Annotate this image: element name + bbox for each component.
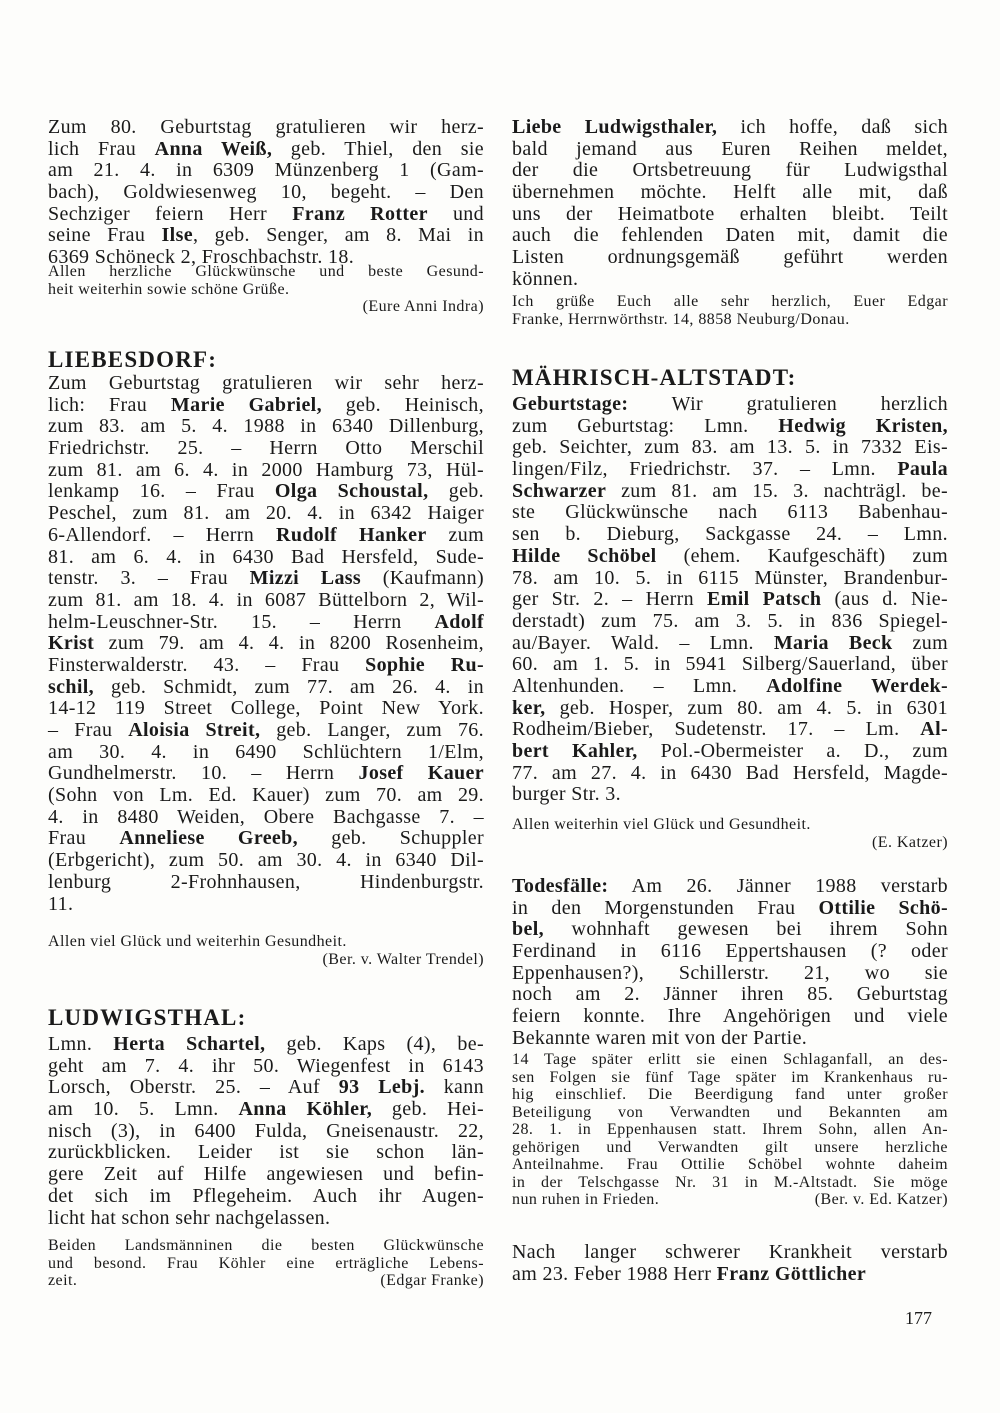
text-run: Lorsch, Oberstr. 25. – Auf: [48, 1076, 339, 1099]
page-number: 177: [905, 1308, 932, 1328]
text-line: 11.: [48, 892, 74, 915]
bold-name: Hedwig Kristen,: [778, 414, 948, 437]
text-line: noch am 2. Jänner ihren 85. Geburtstag: [512, 983, 948, 1006]
liebesdorf-closing-note: [48, 933, 484, 968]
text-run: wohnhaft gewesen bei ihrem Sohn: [543, 918, 948, 941]
ludwigsthal-appeal-paragraph: [512, 117, 948, 291]
text-line: Eppenhausen?), Schillerstr. 21, wo sie: [512, 961, 948, 984]
bold-name: schil,: [48, 675, 94, 698]
text-run: und: [427, 202, 485, 225]
text-line: [48, 677, 484, 699]
text-run: Altenhunden. – Lmn.: [512, 674, 767, 697]
text-run: 6-Allendorf. – Herrn: [48, 523, 277, 546]
text-line: am 21. 4. in 6309 Münzenberg 1 (Gam-: [48, 159, 484, 182]
text-line: feiern konnte. Ihre Angehörigen und viele: [512, 1005, 948, 1028]
bold-name: Hilde Schöbel: [512, 544, 657, 567]
text-run: lingen/Filz, Friedrichstr. 37. – Lmn.: [512, 458, 898, 481]
text-run: geb. Heinisch,: [321, 393, 484, 416]
text-line: Zum 80. Geburtstag gratulieren wir herz-: [48, 116, 484, 138]
text-run: geb. Hei-: [372, 1098, 484, 1121]
altstadt-closing-note: [512, 816, 948, 851]
text-line: der die Ortsbetreuung für Ludwigsthal: [512, 159, 948, 182]
text-line: [512, 898, 948, 920]
text-run: Pol.-Obermeister a. D., zum: [637, 740, 948, 762]
text-line: auch die fehlenden Daten mit, damit die: [512, 224, 948, 247]
bold-name: Herta Schartel,: [113, 1033, 266, 1055]
text-line: Bekannte waren mit von der Partie.: [512, 1026, 808, 1049]
text-run: geb. Kaps (4), be-: [265, 1033, 484, 1055]
text-line: nisch (3), in 6400 Fulda, Gneisenaustr. 22,: [48, 1119, 484, 1142]
section-heading-liebesdorf: LIEBESDORF:: [48, 347, 218, 372]
text-run: helm-Leuschner-Str. 15. – Herrn: [48, 610, 435, 633]
text-line: [512, 741, 948, 763]
text-run: ich hoffe, daß sich: [717, 116, 948, 138]
text-line: [48, 204, 484, 226]
text-line: [512, 919, 948, 941]
text-line: [48, 568, 484, 590]
text-line: 4. in 8480 Weiden, Obere Bachgasse 7. –: [48, 805, 484, 828]
text-line: [512, 589, 948, 611]
text-run: – Frau: [48, 719, 129, 741]
ludwigsthal-birthdays-paragraph: [48, 1034, 484, 1229]
text-line: [512, 719, 948, 741]
text-run: tenstr. 3. – Frau: [48, 567, 250, 590]
text-run: in den Morgenstunden Frau: [512, 896, 819, 919]
text-line: lenburg 2-Frohnhausen, Hindenburgstr.: [48, 870, 484, 893]
text-line: [48, 481, 484, 503]
author-signature: (Ber. v. Ed. Katzer): [814, 1191, 948, 1208]
text-line: gere Zeit auf Hilfe angewiesen und befin-: [48, 1163, 484, 1186]
text-run: zum Geburtstag: Lmn.: [512, 414, 779, 437]
text-line: [512, 459, 948, 481]
text-run: seine Frau: [48, 224, 162, 247]
text-run: Am 26. Jänner 1988 verstarb: [608, 875, 948, 897]
text-run: geb. Thiel, den sie: [272, 137, 484, 160]
text-run: am 10. 5. Lmn.: [48, 1098, 239, 1121]
bold-name: Aloisia Streit,: [128, 719, 261, 741]
text-line: bach), Goldwiesenweg 10, begeht. – Den: [48, 181, 484, 204]
text-run: zeit.: [48, 1272, 78, 1289]
bold-name: Olga Schoustal,: [274, 480, 429, 503]
text-line: geht am 7. 4. ihr 50. Wiegenfest in 6143: [48, 1054, 484, 1077]
text-line: Ferdinand in 6116 Eppertshausen (? oder: [512, 940, 948, 963]
text-run: geb. Schuppler: [297, 827, 484, 850]
appeal-signoff-note: [512, 293, 948, 328]
text-line: [512, 546, 948, 568]
text-run: Sechziger feiern Herr: [48, 202, 293, 225]
text-line: 77. am 27. 4. in 6430 Bad Hersfeld, Magde-: [512, 761, 948, 784]
text-line: zum 83. am 5. 4. 1988 in 6340 Dillenburg,: [48, 415, 484, 438]
text-run: Finsterwalderstr. 43. – Frau: [48, 653, 366, 676]
text-line: [48, 612, 484, 634]
author-signature: (Eure Anni Indra): [362, 298, 484, 315]
text-run: (aus d. Nie-: [821, 588, 948, 611]
text-line: und besond. Frau Köhler eine erträgliche Lebens-: [48, 1254, 484, 1272]
bold-name: Schwarzer: [512, 479, 607, 502]
text-line: 78. am 10. 5. in 6115 Münster, Brandenbur-: [512, 566, 948, 589]
bold-name: Adolfine Werdek-: [766, 674, 949, 697]
text-line: [512, 876, 948, 898]
bold-name: ker,: [512, 696, 546, 719]
text-line: in der Telschgasse Nr. 31 in M.-Altstadt. Sie möge: [512, 1173, 948, 1191]
text-line-with-signature: [512, 1191, 948, 1209]
text-line: Ich grüße Euch alle sehr herzlich, Euer Edgar: [512, 293, 948, 310]
text-line: [512, 1264, 948, 1286]
text-line: sen b. Dieburg, Sackgasse 24. – Lmn.: [512, 523, 948, 546]
bold-name: Emil Patsch: [707, 588, 822, 611]
bold-name: Krist: [48, 632, 95, 655]
text-line: 81. am 6. 4. in 6430 Bad Hersfeld, Sude-: [48, 545, 484, 568]
text-line: [48, 633, 484, 655]
text-line: (Sohn von Lm. Ed. Kauer) zum 70. am 29.: [48, 784, 484, 807]
bold-name: Maria Beck: [773, 631, 893, 654]
text-line: Nach langer schwerer Krankheit verstarb: [512, 1241, 948, 1263]
text-line: gehörigen und Verwandten gilt unsere herzliche: [512, 1138, 948, 1156]
bold-name: Adolf: [434, 610, 484, 633]
bold-name: Marie Gabriel,: [170, 393, 322, 416]
text-line: [48, 525, 484, 547]
text-run: zum: [892, 631, 948, 654]
text-line: heit weiterhin sowie schöne Grüße.: [48, 280, 290, 298]
text-line: [512, 481, 948, 503]
text-line: [512, 676, 948, 698]
section-heading-ludwigsthal: LUDWIGSTHAL:: [48, 1005, 247, 1030]
text-run: (Kaufmann): [361, 567, 484, 590]
greeting-closing-note: [48, 263, 484, 316]
text-line: geb. Seichter, zum 83. am 13. 5. in 7332 Eis-: [512, 436, 948, 459]
author-signature: (Edgar Franke): [380, 1272, 484, 1289]
bold-name: 93 Lebj.: [338, 1076, 425, 1099]
text-line: Peschel, zum 81. am 20. 4. in 6342 Haiger: [48, 502, 484, 525]
bold-name: Anna Weiß,: [154, 137, 273, 160]
liebesdorf-birthdays-paragraph: [48, 373, 484, 915]
text-line: Beiden Landsmänninen die besten Glückwünsche: [48, 1237, 484, 1254]
text-line: [512, 394, 948, 416]
text-line: Listen ordnungsgemäß geführt werden: [512, 246, 948, 269]
text-run: ger Str. 2. – Herrn: [512, 588, 708, 611]
bold-name: Josef Kauer: [358, 762, 484, 785]
text-line: derstadt) zum 75. am 3. 5. in 836 Spiegel-: [512, 609, 948, 632]
text-line: [48, 1034, 484, 1056]
deaths-detail-note: [512, 1051, 948, 1209]
bold-name: Mizzi Lass: [249, 567, 362, 590]
text-line: licht hat schon sehr nachgelassen.: [48, 1206, 331, 1229]
text-run: zum 81. am 15. 3. nachträgl. be-: [606, 479, 948, 502]
bold-name: Geburtstage:: [512, 393, 629, 415]
text-run: zum 79. am 4. 4. in 8200 Rosenheim,: [94, 632, 484, 655]
text-line: [512, 698, 948, 720]
text-line: hig einschlief. Die Beerdigung fand unter großer: [512, 1086, 948, 1103]
obituary-paragraph: [512, 1242, 948, 1285]
bold-name: Franz Rotter: [292, 202, 428, 225]
text-run: lenkamp 16. – Frau: [48, 480, 275, 503]
text-line: sen Folgen sie fünf Tage später im Krankenhaus ru-: [512, 1068, 948, 1086]
text-line: Allen herzliche Glückwünsche und beste Gesund-: [48, 263, 484, 280]
text-line: [48, 395, 484, 417]
bold-name: Al-: [920, 718, 948, 741]
text-line: [48, 1077, 484, 1099]
text-run: , geb. Senger, am 8. Mai in: [192, 224, 484, 247]
bold-name: Ilse: [161, 224, 193, 247]
text-line: Beteiligung von Verwandten und Bekannten am: [512, 1103, 948, 1121]
text-line-with-signature: [48, 1272, 484, 1290]
text-line: (Erbgericht), zum 50. am 30. 4. in 6340 Dil-: [48, 849, 484, 872]
bold-name: bert Kahler,: [512, 740, 638, 762]
bold-name: bel,: [512, 918, 544, 941]
text-run: zum: [426, 523, 484, 546]
text-line: am 30. 4. in 6490 Schlüchtern 1/Elm,: [48, 740, 484, 763]
text-line: [48, 828, 484, 850]
text-line: Franke, Herrnwörthstr. 14, 8858 Neuburg/Donau.: [512, 310, 850, 328]
text-run: Lmn.: [48, 1033, 114, 1055]
text-run: (ehem. Kaufgeschäft) zum: [656, 544, 948, 567]
text-line: [48, 225, 484, 247]
bold-name: Anneliese Greeb,: [119, 827, 298, 850]
bold-name: Rudolf Hanker: [276, 523, 427, 546]
text-line: 60. am 1. 5. in 5941 Silberg/Sauerland, über: [512, 653, 948, 676]
text-line: burger Str. 3.: [512, 783, 621, 806]
text-run: Wir gratulieren herzlich: [628, 393, 948, 415]
text-line: können.: [512, 267, 579, 290]
text-line: zurückblicken. Leider ist sie schon län-: [48, 1141, 484, 1164]
text-line: 6369 Schöneck 2, Froschbachstr. 18.: [48, 246, 355, 269]
text-line: zum 81. am 6. 4. in 2000 Hamburg 73, Hül-: [48, 458, 484, 481]
text-run: geb.: [428, 480, 484, 503]
text-line: Friedrichstr. 25. – Herrn Otto Merschil: [48, 437, 484, 460]
text-line: Allen viel Glück und weiterhin Gesundheit.: [48, 933, 347, 950]
text-line: Anteilnahme. Frau Ottilie Schöbel wohnte daheim: [512, 1156, 948, 1173]
text-line: Zum Geburtstag gratulieren wir sehr herz-: [48, 372, 484, 394]
text-line: [512, 416, 948, 438]
text-line: 28. 1. in Eppenhausen statt. Ihrem Sohn, allen An-: [512, 1121, 948, 1138]
text-line: det sich im Pflegeheim. Auch ihr Augen-: [48, 1184, 484, 1207]
text-run: geb. Langer, zum 76.: [260, 719, 484, 741]
author-signature: (Ber. v. Walter Trendel): [322, 950, 484, 968]
ludwigsthal-closing-note: [48, 1237, 484, 1290]
bold-name: Liebe Ludwigsthaler,: [512, 116, 718, 138]
text-run: nun ruhen in Frieden.: [512, 1191, 660, 1208]
bold-name: Paula: [897, 458, 948, 481]
text-run: Frau: [48, 827, 120, 850]
section-heading-maehrisch-altstadt: MÄHRISCH-ALTSTADT:: [512, 365, 797, 390]
author-signature: (E. Katzer): [871, 833, 948, 851]
text-line: [512, 117, 948, 139]
text-line: 14 Tage später erlitt sie einen Schlaganfall, an des-: [512, 1051, 948, 1068]
text-line: [48, 655, 484, 677]
bold-name: Ottilie Schö-: [818, 896, 948, 919]
text-line: [48, 139, 484, 161]
text-line: ste Glückwünsche nach 6113 Babenhau-: [512, 501, 948, 524]
text-line: übernehmen möchte. Helft alle mit, daß: [512, 181, 948, 204]
text-line: zum 81. am 18. 4. in 6087 Büttelborn 2, Wil-: [48, 588, 484, 611]
text-line: [48, 763, 484, 785]
text-line: Allen weiterhin viel Glück und Gesundheit.: [512, 816, 811, 833]
text-line: [48, 720, 484, 742]
text-line: [512, 633, 948, 655]
bold-name: Todesfälle:: [512, 875, 609, 897]
text-run: Gundhelmerstr. 10. – Herrn: [48, 762, 359, 785]
text-run: au/Bayer. Wald. – Lmn.: [512, 631, 774, 654]
text-line: bald jemand aus Euren Reihen meldet,: [512, 137, 948, 160]
text-run: Rodheim/Bieber, Sudetenstr. 17. – Lm.: [512, 718, 921, 741]
text-run: am 23. Feber 1988 Herr: [512, 1262, 717, 1285]
article-greeting-paragraph: [48, 117, 484, 269]
text-run: lich: Frau: [48, 393, 171, 416]
bold-name: Anna Köhler,: [238, 1098, 373, 1121]
text-run: lich Frau: [48, 137, 155, 160]
text-line: [48, 1099, 484, 1121]
text-run: kann: [424, 1076, 484, 1099]
bold-name: Franz Göttlicher: [716, 1262, 867, 1285]
text-run: geb. Hosper, zum 80. am 4. 5. in 6301: [545, 696, 948, 719]
text-run: geb. Schmidt, zum 77. am 26. 4. in: [94, 675, 484, 698]
text-line: 14-12 119 Street College, Point New York.: [48, 697, 484, 720]
deaths-paragraph: [512, 876, 948, 1050]
bold-name: Sophie Ru-: [365, 653, 484, 676]
text-line: uns der Heimatbote erhalten bleibt. Teilt: [512, 202, 948, 225]
altstadt-birthdays-paragraph: [512, 394, 948, 806]
